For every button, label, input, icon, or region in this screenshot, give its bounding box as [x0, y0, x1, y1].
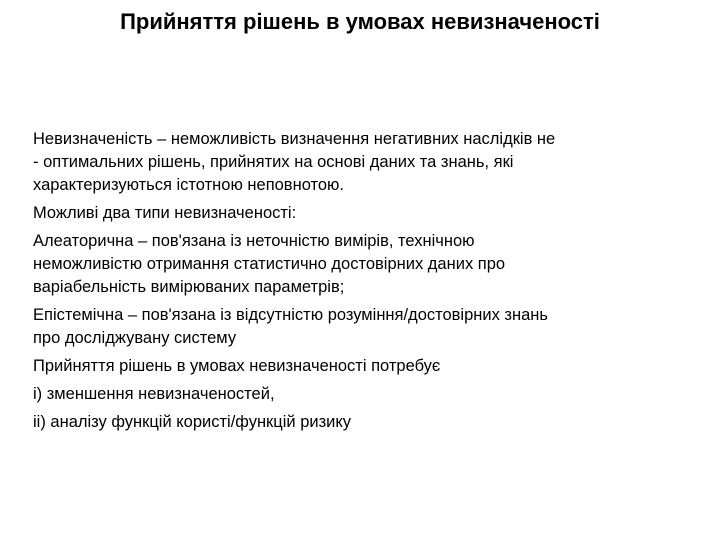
text-line: Алеаторична – пов'язана із неточністю вимірів, технічною [33, 232, 475, 250]
text-line: іі) аналізу функцій користі/функцій ризику [33, 413, 352, 431]
text-line: - оптимальних рішень, прийнятих на основі даних та знань, які [33, 153, 514, 171]
text-line: про досліджувану систему [33, 329, 237, 347]
paragraph-item-ii [33, 411, 683, 434]
slide-body [33, 128, 683, 439]
text-line: Можливі два типи невизначеності: [33, 204, 297, 222]
text-line: Прийняття рішень в умовах невизначеності потребує [33, 357, 441, 375]
text-line: і) зменшення невизначеностей, [33, 385, 275, 403]
paragraph-aleatoric [33, 230, 683, 299]
paragraph-epistemic [33, 304, 683, 350]
text-line: варіабельність вимірюваних параметрів; [33, 278, 345, 296]
text-line: Невизначеність – неможливість визначення негативних наслідків не [33, 130, 556, 148]
text-line: Епістемічна – пов'язана із відсутністю розуміння/достовірних знань [33, 306, 548, 324]
text-line: характеризуються істотною неповнотою. [33, 176, 345, 194]
paragraph-uncertainty-definition [33, 128, 683, 197]
text-line: неможливістю отримання статистично достовірних даних про [33, 255, 506, 273]
paragraph-item-i [33, 383, 683, 406]
slide-title: Прийняття рішень в умовах невизначеності [120, 9, 600, 34]
paragraph-two-types [33, 202, 683, 225]
paragraph-requirement [33, 355, 683, 378]
